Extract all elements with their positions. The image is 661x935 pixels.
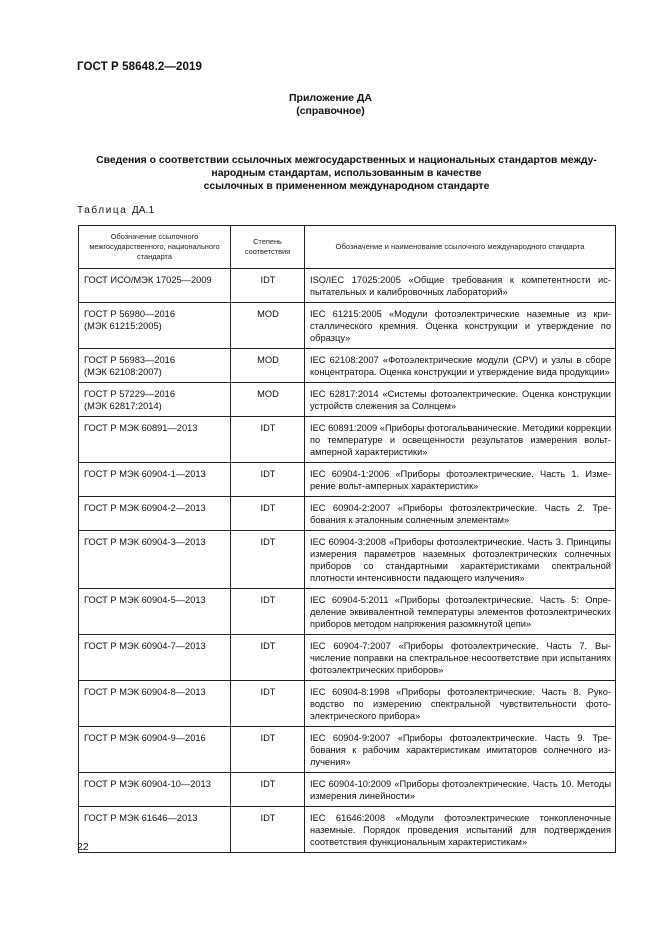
national-standard-cell xyxy=(79,497,231,531)
national-standard-text: ГОСТ Р МЭК 60904-10—2013 xyxy=(84,779,211,789)
international-standard-cell xyxy=(305,269,616,303)
international-standard-cell xyxy=(305,497,616,531)
international-standard-cell xyxy=(305,727,616,773)
table-row xyxy=(79,727,616,773)
table-caption xyxy=(77,205,154,216)
national-standard-text: ГОСТ Р 57229—2016 (МЭК 62817:2014) xyxy=(84,389,176,411)
national-standard-text: ГОСТ Р МЭК 60904-3—2013 xyxy=(84,537,206,547)
international-standard-cell xyxy=(305,417,616,463)
international-standard-cell xyxy=(305,349,616,383)
table-row xyxy=(79,303,616,349)
international-standard-cell xyxy=(305,681,616,727)
international-standard-cell xyxy=(305,303,616,349)
international-standard-text: IEC 60904-8:1998 «Приборы фотоэлектрические. Часть 8. Руководство по измерению спектральной чувствительности фотоэлектрического прибора» xyxy=(310,687,611,721)
degree-text: IDT xyxy=(260,687,276,697)
table-row xyxy=(79,681,616,727)
header-national-standard: Обозначение ссылочного межгосударственного, национального стандарта xyxy=(79,226,231,269)
degree-text: IDT xyxy=(260,423,276,433)
national-standard-text: ГОСТ Р МЭК 60904-5—2013 xyxy=(84,595,206,605)
degree-cell xyxy=(231,463,305,497)
national-standard-cell xyxy=(79,807,231,853)
international-standard-cell xyxy=(305,807,616,853)
degree-text: MOD xyxy=(257,309,279,319)
national-standard-cell xyxy=(79,681,231,727)
table-row xyxy=(79,463,616,497)
degree-text: IDT xyxy=(260,733,276,743)
national-standard-cell xyxy=(79,635,231,681)
table-caption-number: ДА.1 xyxy=(131,205,155,216)
table-row xyxy=(79,383,616,417)
degree-text: IDT xyxy=(260,813,276,823)
international-standard-text: IEC 60904-9:2007 «Приборы фотоэлектрические. Часть 9. Требования к рабочим характеристикам имитаторов солнечного излучения» xyxy=(310,733,611,767)
table-row xyxy=(79,807,616,853)
national-standard-text: ГОСТ Р МЭК 60904-9—2016 xyxy=(84,733,206,743)
national-standard-cell xyxy=(79,269,231,303)
international-standard-text: IEC 60904-2:2007 «Приборы фотоэлектрические. Часть 2. Требования к эталонным солнечным элементам» xyxy=(310,503,611,525)
international-standard-text: IEC 60904-5:2011 «Приборы фотоэлектрические. Часть 5: Определение эквивалентной температуры элементов фотоэлектрических приборов методом напряжения разомкнутой цепи» xyxy=(310,595,611,629)
degree-cell xyxy=(231,635,305,681)
national-standard-text: ГОСТ Р МЭК 60904-7—2013 xyxy=(84,641,206,651)
international-standard-text: IEC 62108:2007 «Фотоэлектрические модули (CPV) и узлы в сборе концентратора. Оценка конструкции и утверждение вида продукции» xyxy=(310,355,611,377)
degree-cell xyxy=(231,773,305,807)
table-row xyxy=(79,417,616,463)
national-standard-cell xyxy=(79,773,231,807)
international-standard-text: IEC 60904-10:2009 «Приборы фотоэлектрические. Часть 10. Методы измерения линейности» xyxy=(310,779,611,801)
degree-text: IDT xyxy=(260,503,276,513)
national-standard-text: ГОСТ ИСО/МЭК 17025—2009 xyxy=(84,275,212,285)
page-number: 22 xyxy=(77,841,89,853)
international-standard-text: IEC 61646:2008 «Модули фотоэлектрические тонкопленочные наземные. Порядок проведения испытаний для подтверждения соответствия функциональным характеристикам» xyxy=(310,813,611,847)
national-standard-cell xyxy=(79,417,231,463)
table-row xyxy=(79,773,616,807)
national-standard-text: ГОСТ Р 56983—2016 (МЭК 62108:2007) xyxy=(84,355,176,377)
header-international-standard: Обозначение и наименование ссылочного международного стандарта xyxy=(305,226,616,269)
document-code: ГОСТ Р 58648.2—2019 xyxy=(77,61,202,73)
international-standard-cell xyxy=(305,635,616,681)
standards-table xyxy=(78,225,616,853)
table-row xyxy=(79,635,616,681)
degree-text: IDT xyxy=(260,641,276,651)
heading-line-1: Сведения о соответствии ссылочных межгосударственных и национальных стандартов между- xyxy=(96,155,597,166)
degree-cell xyxy=(231,807,305,853)
table-row xyxy=(79,349,616,383)
national-standard-cell xyxy=(79,383,231,417)
international-standard-text: IEC 60904-3:2008 «Приборы фотоэлектрические. Часть 3. Принципы измерения параметров наземных фотоэлектрических солнечных приборов со стандартными характеристиками спектральной плотности интенсивности падающего излучения» xyxy=(310,537,611,583)
appendix-title-block xyxy=(0,92,661,118)
table-row xyxy=(79,589,616,635)
table-row xyxy=(79,497,616,531)
national-standard-text: ГОСТ Р МЭК 60904-1—2013 xyxy=(84,469,206,479)
degree-text: IDT xyxy=(260,537,276,547)
table-row xyxy=(79,269,616,303)
degree-cell xyxy=(231,349,305,383)
international-standard-cell xyxy=(305,531,616,589)
national-standard-cell xyxy=(79,303,231,349)
degree-cell xyxy=(231,681,305,727)
international-standard-text: IEC 60891:2009 «Приборы фотогальванические. Методики коррекции по температуре и освещенности результатов измерения вольт-амперной характеристики» xyxy=(310,423,612,457)
national-standard-cell xyxy=(79,463,231,497)
table-row xyxy=(79,531,616,589)
degree-cell xyxy=(231,417,305,463)
national-standard-text: ГОСТ Р МЭК 60904-2—2013 xyxy=(84,503,206,513)
degree-cell xyxy=(231,727,305,773)
degree-cell xyxy=(231,383,305,417)
international-standard-cell xyxy=(305,589,616,635)
header-degree: Степень соответствия xyxy=(231,226,305,269)
degree-text: MOD xyxy=(257,389,279,399)
international-standard-cell xyxy=(305,463,616,497)
section-heading xyxy=(80,154,613,193)
national-standard-text: ГОСТ Р МЭК 60904-8—2013 xyxy=(84,687,206,697)
appendix-subtitle: (справочное) xyxy=(296,105,365,117)
international-standard-cell xyxy=(305,773,616,807)
international-standard-text: IEC 62817:2014 «Системы фотоэлектрические. Оценка конструкции устройств слежения за Солнцем» xyxy=(310,389,611,411)
national-standard-cell xyxy=(79,349,231,383)
degree-text: IDT xyxy=(260,469,276,479)
degree-text: MOD xyxy=(257,355,279,365)
international-standard-text: ISO/IEC 17025:2005 «Общие требования к компетентности испытательных и калибровочных лабораторий» xyxy=(310,275,611,297)
national-standard-cell xyxy=(79,727,231,773)
international-standard-text: IEC 60904-1:2006 «Приборы фотоэлектрические. Часть 1. Измерение вольт-амперных характеристик» xyxy=(310,469,611,491)
degree-text: IDT xyxy=(260,779,276,789)
degree-cell xyxy=(231,497,305,531)
heading-line-2: народным стандартам, использованным в качестве xyxy=(211,168,482,179)
degree-cell xyxy=(231,531,305,589)
table-caption-label: Таблица xyxy=(77,205,128,216)
degree-text: IDT xyxy=(260,275,276,285)
table-header-row xyxy=(79,226,616,269)
international-standard-cell xyxy=(305,383,616,417)
degree-cell xyxy=(231,589,305,635)
international-standard-text: IEC 60904-7:2007 «Приборы фотоэлектрические. Часть 7. Вычисление поправки на спектральное несоответствие при испытаниях фотоэлектрических приборов» xyxy=(310,641,611,675)
national-standard-text: ГОСТ Р МЭК 60891—2013 xyxy=(84,423,198,433)
heading-line-3: ссылочных в примененном международном стандарте xyxy=(203,181,490,192)
national-standard-cell xyxy=(79,531,231,589)
national-standard-cell xyxy=(79,589,231,635)
degree-cell xyxy=(231,269,305,303)
international-standard-text: IEC 61215:2005 «Модули фотоэлектрические наземные из кристаллического кремния. Оценка конструкции и утверждение по образцу» xyxy=(310,309,611,343)
national-standard-text: ГОСТ Р МЭК 61646—2013 xyxy=(84,813,198,823)
national-standard-text: ГОСТ Р 56980—2016 (МЭК 61215:2005) xyxy=(84,309,176,331)
appendix-title: Приложение ДА xyxy=(289,92,372,104)
degree-cell xyxy=(231,303,305,349)
degree-text: IDT xyxy=(260,595,276,605)
